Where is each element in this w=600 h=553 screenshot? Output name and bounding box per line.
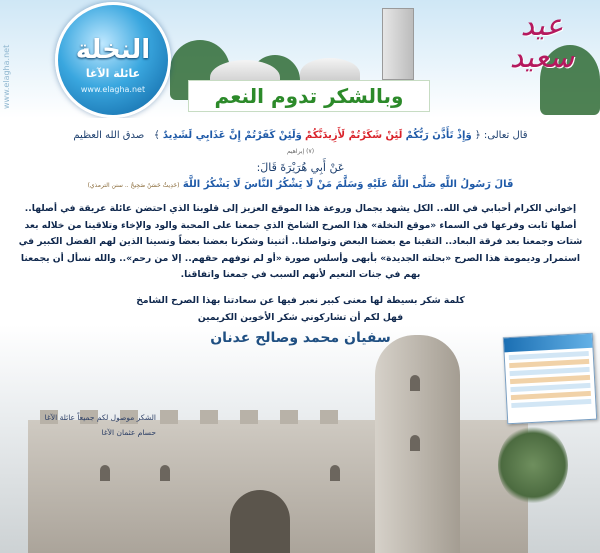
- thanks-line-2: فهل لكم أن تشاركوني شكر الأخوين الكريمين: [197, 311, 404, 323]
- thanks-line-1: كلمة شكر بسيطة لها معنى كبير نعبر فيها عن سعادتنا بهذا الصرح الشامخ: [136, 294, 465, 306]
- verse-highlight: لَئِنْ شَكَرْتُمْ لَأَزِيدَنَّكُمْ: [304, 130, 403, 141]
- logo-url: www.elagha.net: [80, 85, 146, 94]
- thumbnail-header: [504, 334, 593, 353]
- verse-close: ﴾: [153, 130, 160, 141]
- closing-note: [6, 410, 156, 440]
- thumbnail-row: [511, 399, 591, 408]
- wall-window: [100, 465, 110, 481]
- main-content: [18, 128, 583, 346]
- verse-part2: وَلَئِنْ كَفَرْتُمْ إِنَّ عَذَابِي لَشَدِيدٌ: [162, 130, 302, 141]
- verse-sadaq: صدق الله العظيم: [73, 130, 145, 141]
- website-screenshot-thumbnail: [503, 333, 597, 425]
- verse-part1: وَإِذْ تَأَذَّنَ رَبُّكُمْ: [405, 130, 472, 141]
- tower-window: [410, 375, 420, 391]
- tree-decoration: [498, 425, 568, 505]
- hadith-source: (حَدِيثٌ حَسَنٌ صَحِيحٌ .. سنن الترمذي): [87, 182, 180, 189]
- vertical-site-url: www.elagha.net: [2, 44, 11, 109]
- hadith-text: [18, 176, 583, 195]
- logo-name: النخلة: [75, 35, 151, 65]
- hadith-narrator: عَنْ أَبِي هُرَيْرَةَ قَالَ:: [256, 161, 345, 174]
- wall-crenel: [320, 410, 338, 424]
- verse-reference: (٧) إبراهيم: [286, 148, 315, 155]
- page-title: وبالشكر تدوم النعم: [188, 80, 430, 112]
- closing-note-line1: الشكر موصول لكم جميعاً عائلة الآغا: [44, 413, 156, 422]
- site-logo[interactable]: [55, 2, 171, 118]
- eid-greeting-word1: عيد: [520, 8, 564, 43]
- wall-window: [330, 465, 340, 481]
- verse-intro: قال تعالى: ﴿: [474, 130, 528, 141]
- eid-greeting: [492, 10, 592, 74]
- castle-gate-decoration: [230, 490, 290, 553]
- closing-note-author: حسام عثمان الآغا: [101, 428, 156, 437]
- header-banner: [0, 0, 600, 118]
- minaret-decoration: [382, 8, 414, 80]
- wall-crenel: [200, 410, 218, 424]
- wall-crenel: [160, 410, 178, 424]
- eid-greeting-word2: سعيد: [509, 40, 575, 75]
- quran-verse: [18, 128, 583, 160]
- tower-window: [410, 435, 420, 451]
- logo-subtitle: عائلة الآغا: [85, 67, 141, 80]
- signature-names: سفيان محمد وصالح عدنان: [210, 329, 391, 346]
- body-paragraph: إخواني الكرام أحبابي في الله.. الكل يشهد بجمال وروعة هذا الموقع العزيز إلى قلوبنا الذي احتضن عائلة عريقة في أصلها.. أصلها ثابت وفرعها في السماء «موقع النخلة» هذا الصرح الشامخ الذي جمعنا على المحبة والود والإخاء وتلاقينا من خلاله بعد شتات وجمعنا بعد فرقة البعاد.. التقينا مع بعضنا البعض وتواصلنا.. أثنينا وشكرنا بعضنا بعضاً ونسينا الذين لهم الفضل الكبير في استمرار وديمومة هذا الصرح «بحلته الجديدة» بأبهى وأسلس صورة «أو لم نوفهم حقهم.. إلا من رحم».. والله نسأل أن يجمعنا بهم في جنات النعيم لأنهم السبب في جمعنا واتفاقنا.: [18, 203, 583, 280]
- wall-crenel: [280, 410, 298, 424]
- hadith-body: قَالَ رَسُولُ اللَّهِ صَلَّى اللَّهُ عَلَيْهِ وَسَلَّمَ مَنْ لَا يَشْكُرُ النَّاسَ لَا يَشْكُرُ اللَّهَ: [182, 179, 514, 190]
- wall-crenel: [240, 410, 258, 424]
- wall-window: [160, 465, 170, 481]
